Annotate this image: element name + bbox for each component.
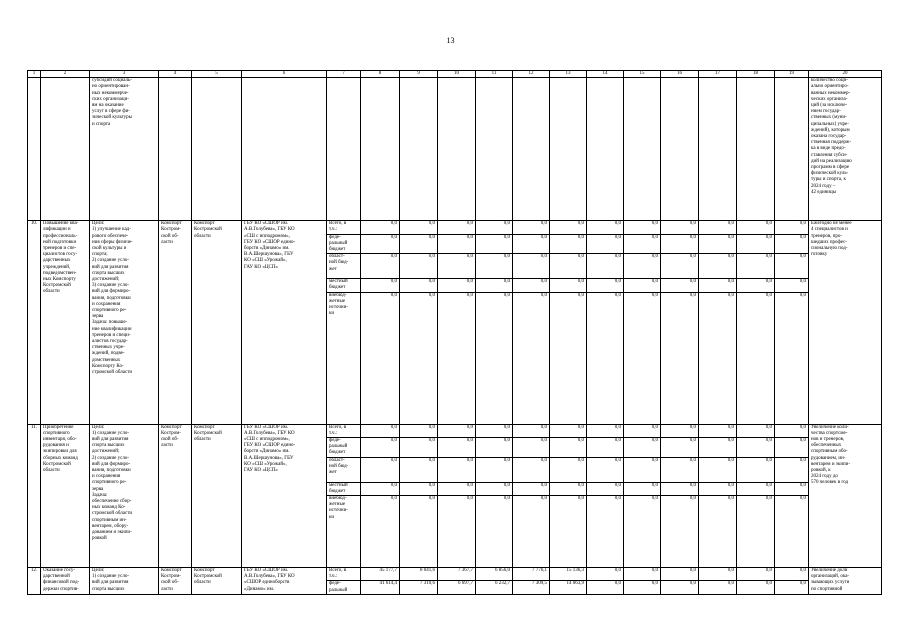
participants: ГБУ КО «СШОР им. А.В.Голубева», ГБУ КО «СШ с ипподромом», ГБУ КО «СШОР едино- борств «Динамо» им. В.А.Шершунова», ГБУ КО «СШ «Урожай», ГАУ КО «ЦСП» [242,221,327,424]
funding-value: 0,0 [624,496,661,568]
column-header: 18 [737,71,775,78]
participants: ГБУ КО «СШОР им. А.В.Голубева», ГБУ КО «СШ с ипподромом», ГБУ КО «СШОР едино- борств «Динамо» им. В.А.Шершунова», ГБУ КО «СШ «Урожай», ГАУ КО «ЦСП» [242,424,327,567]
expected-result: Увеличение коли- чества спортсме- нов и тренеров, обеспеченных спортивным обо- рудованием, ин- вентарем и экипи- ровкой, к 2024 году до 570 человек в год [809,424,882,567]
column-header: 20 [809,71,882,78]
funding-value: 0,0 [737,221,775,234]
funding-value: 0,0 [438,457,476,482]
funding-value: 7 776,1 [513,568,550,581]
funding-value: 0,0 [587,482,624,495]
funding-value: 0,0 [661,254,699,279]
funding-value: 0,0 [624,581,661,594]
funding-value: 0,0 [361,279,400,292]
funding-value: 0,0 [737,568,775,581]
funding-value: 0,0 [550,424,587,437]
funding-value: 0,0 [661,496,699,568]
funding-value: 0,0 [661,581,699,594]
funding-source-label: област- ной бюд- жет [327,457,361,482]
funding-value: 0,0 [624,221,661,234]
funding-value: 0,0 [438,234,476,254]
funding-value: 0,0 [737,254,775,279]
funding-value: 0,0 [699,221,737,234]
column-header: 1 [28,71,41,78]
funding-value: 0,0 [624,254,661,279]
funding-value: 0,0 [513,279,550,292]
funding-value: 0,0 [476,234,513,254]
funding-value: 0,0 [513,221,550,234]
funding-value: 0,0 [587,568,624,581]
funding-value: 0,0 [587,424,624,437]
funding-value: 0,0 [550,279,587,292]
funding-value: 0,0 [361,292,400,424]
funding-value: 7 309,5 [513,581,550,594]
coordinator: Комспорт Костром- ской об- ласти [159,221,192,424]
column-header: 8 [361,71,400,78]
funding-value: 0,0 [400,234,438,254]
funding-value: 0,0 [400,292,438,424]
funding-value: 0,0 [361,221,400,234]
funding-value: 0,0 [476,279,513,292]
funding-value: 0,0 [737,496,775,568]
funding-value: 0,0 [624,279,661,292]
participants: ГБУ КО «СШОР им. А.В.Голубева», ГБУ КО «СШОР единоборств «Динамо» им. [242,568,327,595]
funding-value: 6 697,7 [438,581,476,594]
funding-value: 0,0 [661,221,699,234]
funding-value: 0,0 [699,482,737,495]
funding-value: 0,0 [699,292,737,424]
coordinator: Комспорт Костром- ской об- ласти [159,568,192,595]
funding-value: 0,0 [661,234,699,254]
funding-value: 0,0 [624,424,661,437]
header-row [28,71,882,78]
funding-value: 0,0 [661,424,699,437]
coordinator: Комспорт Костром- ской об- ласти [159,424,192,567]
funding-value: 0,0 [476,254,513,279]
activity-row [28,568,882,581]
continuation-goal: субсидий социаль- но ориентирован- ных некоммерче- ских организаци- ям на оказание услуг в сфере фи- зической культуры и спорта [90,78,159,221]
funding-value: 0,0 [737,457,775,482]
funding-source-label: феде- ральный бюджет [327,438,361,458]
funding-value: 0,0 [438,496,476,568]
page-number: 13 [446,36,455,45]
funding-value: 0,0 [476,457,513,482]
activity-row [28,424,882,437]
row-number: 11. [28,424,41,567]
funding-value: 0,0 [775,234,809,254]
funding-value: 0,0 [476,292,513,424]
funding-value: 0,0 [587,581,624,594]
funding-source-label: Всего, в т.ч.: [327,424,361,437]
funding-value: 0,0 [476,482,513,495]
column-header: 2 [41,71,90,78]
funding-value: 0,0 [587,221,624,234]
funding-value: 0,0 [361,438,400,458]
funding-value: 0,0 [550,292,587,424]
funding-value: 0,0 [737,234,775,254]
row-number: 12. [28,568,41,595]
funding-value: 0,0 [438,482,476,495]
funding-value: 0,0 [775,482,809,495]
funding-value: 0,0 [587,496,624,568]
funding-value: 0,0 [775,457,809,482]
funding-value: 0,0 [661,279,699,292]
funding-value: 14 063,9 [550,581,587,594]
funding-value: 0,0 [550,457,587,482]
activity-name: Повышение ква- лификации и профессиональ- ной подготовки тренеров и спе- циалистов госу- дарственных учреждений, подведомствен- ных Комспорту Костромской области [41,221,90,424]
funding-value: 0,0 [400,496,438,568]
funding-value: 0,0 [699,424,737,437]
expected-result: Ежегодно не менее 4 специалистов и тренеров, про- шедших профес- сиональную под- готовку [809,221,882,424]
funding-value: 0,0 [737,424,775,437]
activity-name: Приобретение спортивного инвентаря, обо- рудования и экипировки для сборных команд Костромской области [41,424,90,567]
funding-value: 0,0 [661,568,699,581]
funding-value: 0,0 [737,438,775,458]
funding-value: 6 232,7 [476,581,513,594]
funding-source-label: Всего, в т.ч.: [327,221,361,234]
funding-value: 0,0 [476,221,513,234]
continuation-result: количество соци- ально ориентиро- ванных некоммер- ческих организа- ций (за исключе- нием государ- ственных (муни- ципальных) учре- ждений), которым оказана государ- ственная поддерж- ка в виде предо- ставления субси- дий на реализацию программ в сфере физической куль- туры и спорта, к 2024 году – 42 единицы [809,78,882,221]
funding-value: 0,0 [775,424,809,437]
funding-value: 45 177,7 [361,568,400,581]
funding-value: 0,0 [661,457,699,482]
funding-value: 0,0 [624,568,661,581]
funding-value: 0,0 [476,496,513,568]
funding-value: 0,0 [361,496,400,568]
activity-name: Оказание госу- дарственной финансовой под- держки спортив- [41,568,90,595]
funding-value: 0,0 [775,496,809,568]
funding-source-label: внебюд- жетные источни- ки [327,292,361,424]
column-header: 9 [400,71,438,78]
funding-value: 0,0 [400,438,438,458]
funding-value: 0,0 [699,568,737,581]
funding-value: 0,0 [699,254,737,279]
funding-value: 0,0 [513,457,550,482]
funding-value: 0,0 [737,581,775,594]
funding-value: 0,0 [624,457,661,482]
funding-value: 0,0 [476,424,513,437]
funding-value: 0,0 [775,581,809,594]
funding-source-label: област- ной бюд- жет [327,254,361,279]
funding-value: 0,0 [400,424,438,437]
funding-value: 0,0 [438,279,476,292]
funding-value: 0,0 [587,292,624,424]
funding-value: 0,0 [587,457,624,482]
column-header: 4 [159,71,192,78]
funding-value: 0,0 [737,279,775,292]
column-header: 19 [775,71,809,78]
funding-value: 0,0 [624,234,661,254]
responsible-executor: Комспорт Костромской области [192,568,242,595]
funding-value: 0,0 [699,234,737,254]
row-number: 10. [28,221,41,424]
funding-value: 0,0 [737,292,775,424]
activity-row [28,221,882,234]
expected-result: Увеличение доли организаций, ока- зывающих услуги по спортивной [809,568,882,595]
funding-value: 0,0 [513,496,550,568]
funding-value: 0,0 [699,438,737,458]
funding-value: 0,0 [550,221,587,234]
funding-value: 0,0 [438,438,476,458]
funding-value: 0,0 [587,254,624,279]
funding-value: 0,0 [661,438,699,458]
continuation-row [28,78,882,221]
column-header: 6 [242,71,327,78]
funding-value: 0,0 [775,568,809,581]
funding-value: 0,0 [513,424,550,437]
funding-value: 0,0 [513,482,550,495]
funding-source-label: феде- ральный бюджет [327,234,361,254]
funding-source-label: феде- ральный [327,581,361,594]
funding-value: 0,0 [661,482,699,495]
funding-value: 0,0 [587,438,624,458]
funding-value: 0,0 [361,482,400,495]
funding-value: 0,0 [513,234,550,254]
column-header: 12 [513,71,550,78]
funding-value: 0,0 [737,482,775,495]
funding-value: 6 856,0 [476,568,513,581]
funding-value: 7 367,7 [438,568,476,581]
funding-value: 0,0 [699,581,737,594]
funding-value: 0,0 [550,482,587,495]
funding-value: 0,0 [438,424,476,437]
funding-value: 0,0 [361,234,400,254]
activity-goals: Цели: 1) улучшение кад- рового обеспече- ния сферы физиче- ской культуры и спорта; 2) создание усло- вий для развития спорта высших достижений; 3) создание усло- вий для формиро- вания, подготовки и сохранения спортивного ре- зерва Задача: повыше- ние квалификации тренеров и специ- алистов государ- ственных учре- ждений, подве- домственных Комспорту Ко- стромской области [90,221,159,424]
funding-value: 41 614,4 [361,581,400,594]
funding-table [27,70,882,595]
funding-value: 0,0 [400,221,438,234]
responsible-executor: Комспорт Костромской области [192,221,242,424]
funding-value: 0,0 [587,279,624,292]
funding-value: 0,0 [550,438,587,458]
column-header: 10 [438,71,476,78]
funding-value: 8 041,6 [400,568,438,581]
funding-value: 0,0 [550,254,587,279]
funding-value: 7 310,6 [400,581,438,594]
funding-value: 0,0 [699,496,737,568]
column-header: 14 [587,71,624,78]
funding-source-label: местный бюджет [327,482,361,495]
funding-value: 15 136,3 [550,568,587,581]
column-header: 11 [476,71,513,78]
activity-goals: Цели: 1) создание усло- вий для развития спорта высших достижений; 2) создание усло- вий для формиро- вания, подготовки и сохранения спортивного ре- зерва Задача: обеспечение сбор- ных команд Ко- стромской области спортивным ин- вентарем, обору- дованием и экипи- ровкой [90,424,159,567]
funding-value: 0,0 [624,438,661,458]
funding-value: 0,0 [550,234,587,254]
funding-value: 0,0 [775,438,809,458]
funding-value: 0,0 [438,254,476,279]
funding-value: 0,0 [699,279,737,292]
funding-value: 0,0 [661,292,699,424]
funding-value: 0,0 [438,292,476,424]
column-header: 13 [550,71,587,78]
funding-source-label: внебюд- жетные источни- ки [327,496,361,568]
activity-goals: Цели: 1) создание усло- вий для развития спорта высших [90,568,159,595]
funding-value: 0,0 [361,424,400,437]
funding-value: 0,0 [775,292,809,424]
funding-value: 0,0 [361,457,400,482]
column-header: 17 [699,71,737,78]
funding-value: 0,0 [400,254,438,279]
funding-value: 0,0 [361,254,400,279]
funding-value: 0,0 [624,292,661,424]
funding-value: 0,0 [513,292,550,424]
funding-source-label: местный бюджет [327,279,361,292]
column-header: 3 [90,71,159,78]
funding-value: 0,0 [438,221,476,234]
funding-value: 0,0 [400,457,438,482]
column-header: 7 [327,71,361,78]
column-header: 15 [624,71,661,78]
funding-value: 0,0 [513,438,550,458]
funding-value: 0,0 [400,482,438,495]
funding-value: 0,0 [550,496,587,568]
funding-value: 0,0 [775,254,809,279]
funding-value: 0,0 [624,482,661,495]
funding-value: 0,0 [476,438,513,458]
funding-value: 0,0 [400,279,438,292]
funding-value: 0,0 [587,234,624,254]
funding-value: 0,0 [775,279,809,292]
column-header: 16 [661,71,699,78]
column-header: 5 [192,71,242,78]
funding-value: 0,0 [699,457,737,482]
funding-value: 0,0 [775,221,809,234]
responsible-executor: Комспорт Костромской области [192,424,242,567]
funding-value: 0,0 [513,254,550,279]
funding-source-label: Всего, в т.ч.: [327,568,361,581]
